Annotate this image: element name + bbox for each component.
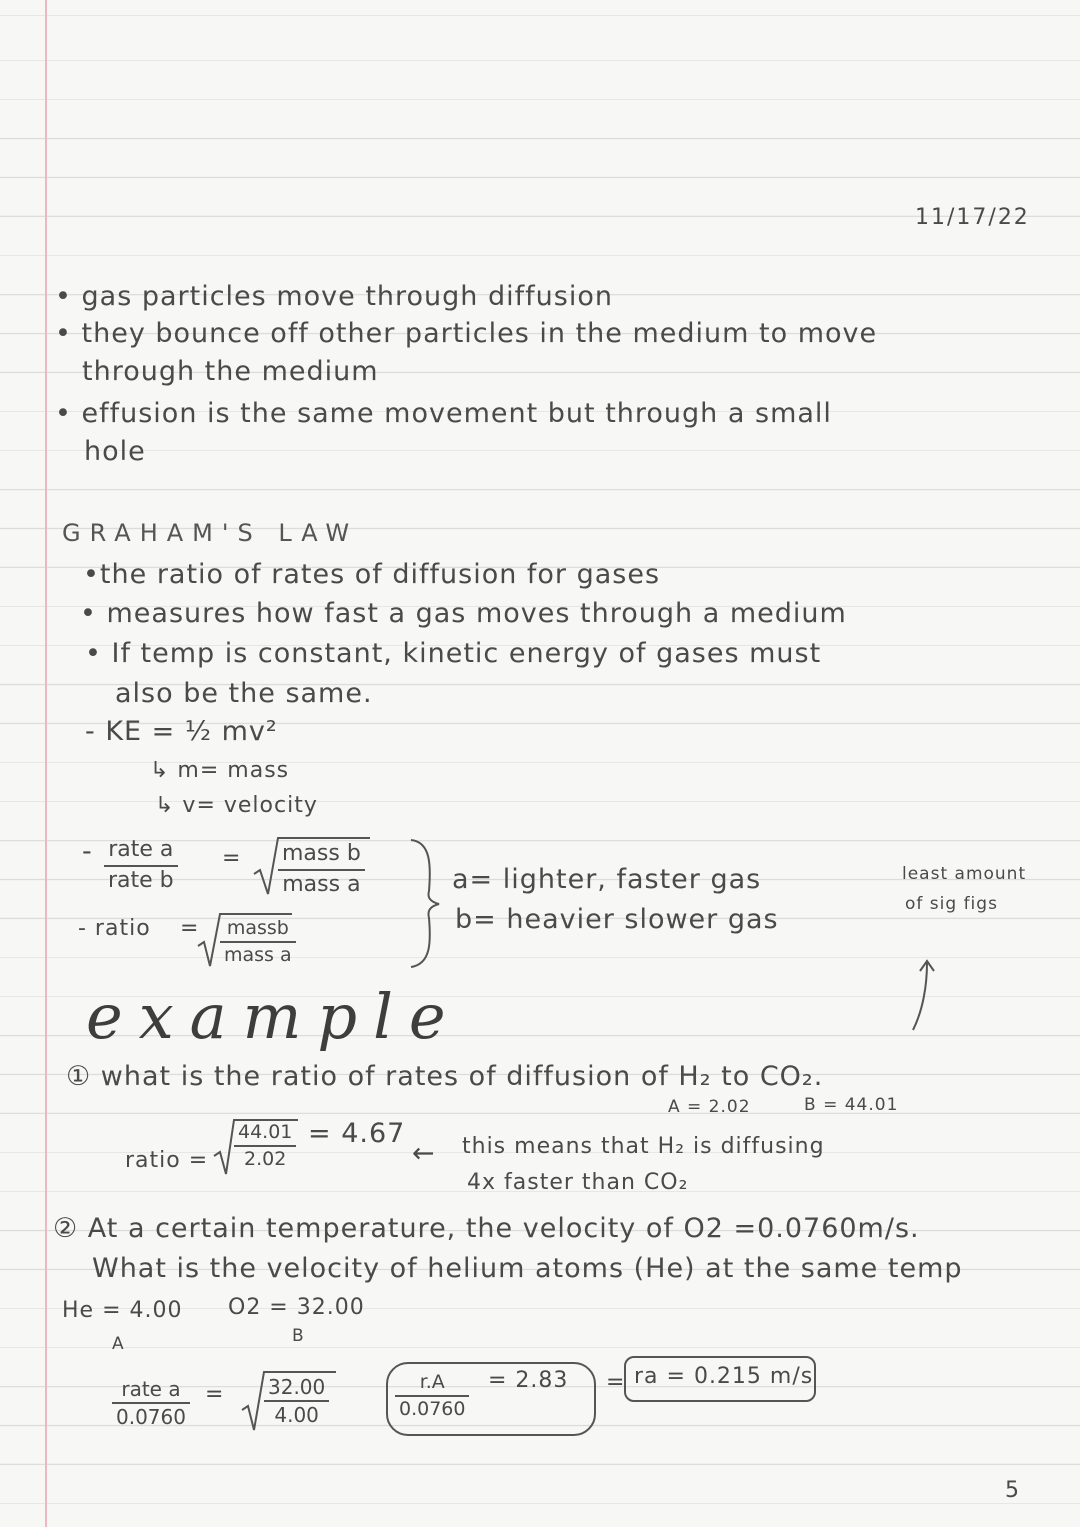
ratio-label: - ratio xyxy=(78,916,151,941)
meaning-line-2: 4x faster than CO₂ xyxy=(467,1170,689,1195)
rate-b: rate b xyxy=(108,867,174,893)
sqrt-result: = 2.83 xyxy=(488,1368,569,1393)
denominator: 2.02 xyxy=(244,1147,287,1170)
heavier-gas-definition: b= heavier slower gas xyxy=(455,904,779,935)
grahams-bullet-1: •the ratio of rates of diffusion for gases xyxy=(83,559,661,590)
bullet-effusion-cont: hole xyxy=(84,436,146,467)
rate-velocity-fraction xyxy=(112,1376,190,1430)
numerator: 44.01 xyxy=(234,1120,296,1147)
section-heading: GRAHAM'S LAW xyxy=(62,519,359,547)
left-arrow-icon: ← xyxy=(412,1138,436,1169)
mass-b-2: massb xyxy=(220,916,296,943)
arrow-up-icon xyxy=(905,955,940,1035)
equals-sign: = xyxy=(222,846,242,871)
oxygen-mass: O2 = 32.00 xyxy=(228,1295,365,1320)
mass-a-2: mass a xyxy=(224,943,292,966)
question-2: ② At a certain temperature, the velocity of O2 =0.0760m/s. xyxy=(53,1213,920,1244)
sig-figs-note-1: least amount xyxy=(902,864,1027,884)
ra-denominator: 0.0760 xyxy=(399,1397,466,1420)
grahams-bullet-3: • If temp is constant, kinetic energy of gases must xyxy=(85,638,822,669)
margin-line xyxy=(45,0,47,1527)
date: 11/17/22 xyxy=(915,205,1030,230)
ra-fraction xyxy=(395,1370,469,1421)
kinetic-energy-formula: - KE = ½ mv² xyxy=(85,716,278,747)
mass-a: mass a xyxy=(282,871,361,897)
sqrt-example-1 xyxy=(212,1116,302,1178)
mass-fraction xyxy=(278,840,365,899)
rate-a: rate a xyxy=(104,836,178,867)
value-a: A = 2.02 xyxy=(668,1097,751,1117)
sig-figs-note-2: of sig figs xyxy=(905,894,998,914)
sqrt-example-2 xyxy=(240,1368,340,1434)
rate-a-example: rate a xyxy=(112,1376,190,1404)
example-fraction-2 xyxy=(264,1374,329,1428)
lighter-gas-definition: a= lighter, faster gas xyxy=(452,864,762,895)
ratio-result: = 4.67 xyxy=(308,1118,406,1149)
curly-brace xyxy=(405,836,445,971)
bullet-bounce: • they bounce off other particles in the medium to move xyxy=(55,318,878,349)
mass-b: mass b xyxy=(278,840,365,871)
helium-mass: He = 4.00 xyxy=(62,1298,183,1323)
final-answer: ra = 0.215 m/s xyxy=(634,1364,814,1389)
question-1: ① what is the ratio of rates of diffusion of H₂ to CO₂. xyxy=(66,1061,824,1092)
mass-definition: ↳ m= mass xyxy=(150,758,290,783)
meaning-line-1: this means that H₂ is diffusing xyxy=(462,1134,825,1159)
ratio-label-example: ratio = xyxy=(125,1148,209,1173)
sqrt-mass-ratio xyxy=(252,834,372,898)
equals-sign-2: = xyxy=(180,916,200,941)
question-2-cont: What is the velocity of helium atoms (He) at the same temp xyxy=(92,1253,963,1284)
numerator-2: 32.00 xyxy=(264,1374,329,1402)
sqrt-mass-ratio-2 xyxy=(196,910,296,970)
velocity-definition: ↳ v= velocity xyxy=(155,793,318,818)
ra-numerator: r.A xyxy=(395,1370,469,1397)
value-b: B = 44.01 xyxy=(804,1095,899,1115)
label-a: A xyxy=(112,1334,125,1354)
example-fraction xyxy=(234,1120,296,1171)
denominator-2: 4.00 xyxy=(274,1403,319,1427)
page-number: 5 xyxy=(1005,1478,1020,1503)
label-b: B xyxy=(292,1326,305,1346)
o2-velocity: 0.0760 xyxy=(116,1405,186,1429)
formula-dash: - xyxy=(82,836,93,867)
example-title: example xyxy=(86,980,462,1053)
bullet-diffusion: • gas particles move through diffusion xyxy=(55,281,613,312)
grahams-bullet-2: • measures how fast a gas moves through a medium xyxy=(80,598,847,629)
mass-fraction-2 xyxy=(220,916,296,967)
equals-sign-4: = xyxy=(606,1370,626,1395)
grahams-bullet-3-cont: also be the same. xyxy=(115,678,373,709)
bullet-bounce-cont: through the medium xyxy=(82,356,379,387)
bullet-effusion: • effusion is the same movement but through a small xyxy=(55,398,832,429)
equals-sign-3: = xyxy=(205,1382,225,1407)
rate-fraction xyxy=(104,836,178,895)
